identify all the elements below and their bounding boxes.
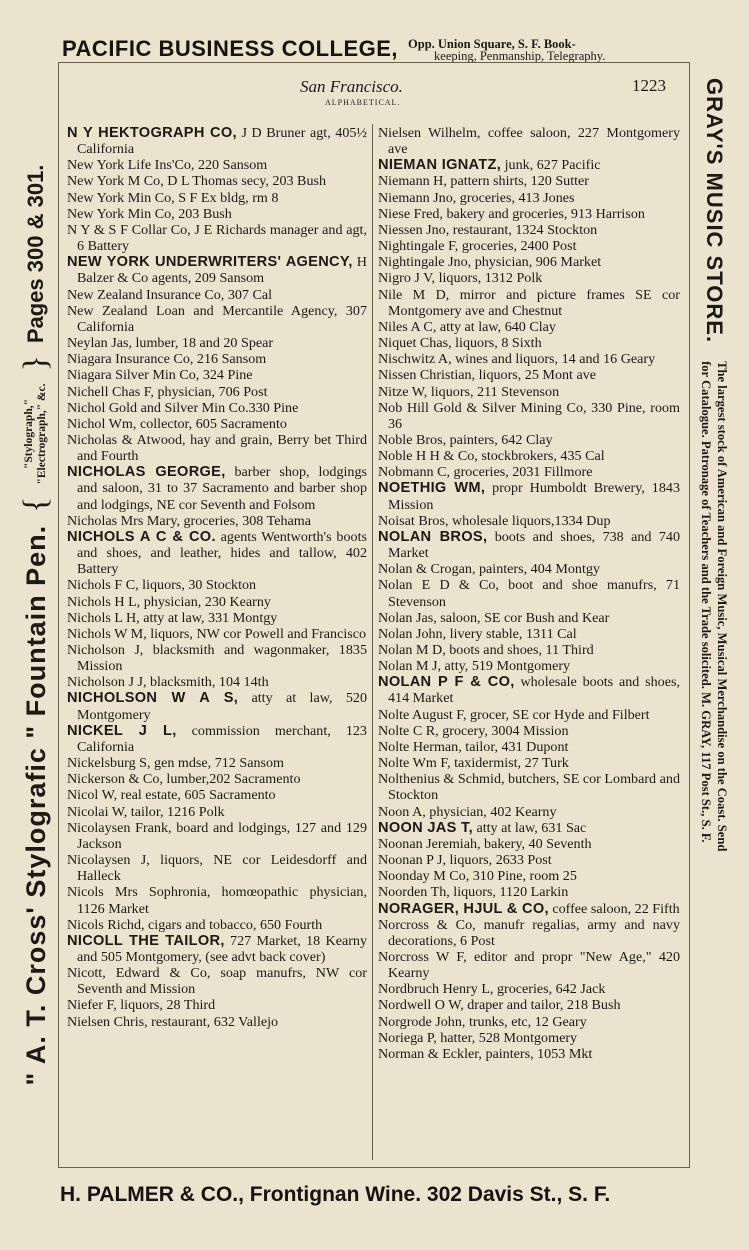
entry-bold-name: NOLAN BROS,: [378, 528, 488, 545]
entry-text: Noon A, physician, 402 Kearny: [378, 803, 557, 820]
directory-entry: [378, 577, 680, 609]
entry-text: Nichol Gold and Silver Min Co.330 Pine: [67, 399, 299, 416]
entry-text: Nielsen Chris, restaurant, 632 Vallejo: [67, 1013, 279, 1030]
directory-entry: [67, 804, 367, 820]
entry-text: Nolan M D, boots and shoes, 11 Third: [378, 642, 594, 658]
entry-text: Niquet Chas, liquors, 8 Sixth: [378, 335, 542, 352]
banner-details-line-2: keeping, Penmanship, Telegraphy.: [434, 49, 606, 63]
entry-text: Nitze W, liquors, 211 Stevenson: [378, 383, 560, 400]
page-header-city: San Francisco.: [300, 77, 403, 96]
directory-entry: [378, 1046, 680, 1062]
entry-text: Nickerson & Co, lumber,202 Sacramento: [67, 771, 301, 788]
banner-college-name: PACIFIC BUSINESS COLLEGE,: [62, 36, 399, 61]
entry-text: Nolte Herman, tailor, 431 Dupont: [378, 738, 569, 755]
directory-entry: [67, 157, 367, 173]
directory-left-column: [67, 125, 367, 1030]
directory-entry: [67, 529, 367, 577]
entry-text: Nichell Chas F, physician, 706 Post: [67, 383, 268, 400]
entry-text: Noble Bros, painters, 642 Clay: [378, 431, 553, 448]
directory-entry: [378, 820, 680, 836]
entry-text: boots and shoes, 738 and 740 Market: [388, 528, 680, 562]
entry-text: Niemann H, pattern shirts, 120 Sutter: [378, 173, 589, 190]
directory-entry: [67, 933, 367, 965]
entry-text: Norcross & Co, manufr regalias, army and navy decorations, 6 Post: [378, 916, 680, 949]
directory-entry: [67, 416, 367, 432]
entry-text: H Balzer & Co agents, 209 Sansom: [77, 254, 367, 287]
directory-entry: [378, 997, 680, 1013]
directory-entry: [67, 432, 367, 464]
directory-entry: [67, 464, 367, 512]
directory-entry: [67, 1014, 367, 1030]
directory-entry: [67, 884, 367, 916]
directory-entry: [378, 1014, 680, 1030]
entry-bold-name: N Y HEKTOGRAPH CO,: [67, 125, 237, 141]
entry-text: Nichols W M, liquors, NW cor Powell and Francisco: [67, 625, 367, 642]
entry-text: Noble H H & Co, stockbrokers, 435 Cal: [378, 448, 605, 465]
fountain-pen-ad-text: " A. T. Cross' Stylografic " Fountain Pen.: [20, 524, 51, 1086]
directory-entry: [378, 755, 680, 771]
directory-entry: [378, 610, 680, 626]
directory-entry: [67, 125, 367, 157]
entry-text: Nolan M J, atty, 519 Montgomery: [378, 658, 571, 675]
directory-entry: [67, 303, 367, 335]
entry-text: Noonday M Co, 310 Pine, room 25: [378, 868, 577, 885]
entry-text: Nightingale Jno, physician, 906 Market: [378, 254, 602, 271]
directory-entry: [67, 787, 367, 803]
directory-entry: [67, 626, 367, 642]
entry-text: Nicholas & Atwood, hay and grain, Berry bet Third and Fourth: [67, 431, 367, 465]
directory-entry: [378, 642, 680, 658]
entry-text: atty at law, 631 Sac: [472, 819, 587, 836]
entry-text: Nicholson J, blacksmith and wagonmaker, 1835 Mission: [67, 642, 367, 675]
entry-bold-name: NICOLL THE TAILOR,: [67, 932, 225, 949]
right-side-advertisement: [688, 70, 740, 1180]
directory-entry: [67, 254, 367, 286]
page-header-subtitle: ALPHABETICAL.: [325, 98, 401, 107]
banner-college-details: [408, 38, 605, 62]
entry-text: Nolan Jas, saloon, SE cor Bush and Kear: [378, 609, 610, 626]
music-store-desc-line-2: for Catalogue. Patronage of Teachers and the Trade solicited. M. GRAY, 117 Post St., S. F.: [699, 361, 713, 843]
directory-entry: [378, 254, 680, 270]
entry-text: Nob Hill Gold & Silver Mining Co, 330 Pine, room 36: [378, 399, 680, 432]
directory-entry: [378, 529, 680, 561]
entry-text: New York Life Ins'Co, 220 Sansom: [67, 157, 268, 174]
entry-text: N Y & S F Collar Co, J E Richards manager and agt, 6 Battery: [67, 221, 367, 255]
entry-bold-name: NORAGER, HJUL & CO,: [378, 900, 549, 917]
entry-text: Niese Fred, bakery and groceries, 913 Harrison: [378, 205, 645, 222]
entry-text: Nissen Christian, liquors, 25 Mont ave: [378, 367, 597, 384]
entry-text: Noonan P J, liquors, 2633 Post: [378, 852, 552, 869]
page-number: 1223: [632, 76, 666, 95]
directory-entry: [378, 400, 680, 432]
directory-entry: [67, 513, 367, 529]
entry-bold-name: NEW YORK UNDERWRITERS' AGENCY,: [67, 254, 353, 271]
entry-text: atty at law, 520 Montgomery: [77, 690, 368, 723]
entry-text: Noriega P, hatter, 528 Montgomery: [378, 1029, 578, 1046]
directory-entry: [378, 206, 680, 222]
entry-text: Nolan & Crogan, painters, 404 Montgy: [378, 561, 600, 578]
entry-text: Nicholas Mrs Mary, groceries, 308 Tehama: [67, 512, 312, 529]
directory-entry: [67, 400, 367, 416]
directory-entry: [67, 287, 367, 303]
directory-entry: [67, 997, 367, 1013]
directory-entry: [67, 642, 367, 674]
directory-entry: [378, 901, 680, 917]
entry-text: Nichol Wm, collector, 605 Sacramento: [67, 415, 287, 432]
top-advertisement-banner: [62, 26, 702, 62]
directory-entry: [378, 367, 680, 383]
directory-entry: [67, 190, 367, 206]
directory-entry: [378, 448, 680, 464]
entry-text: Nichols F C, liquors, 30 Stockton: [67, 577, 257, 594]
directory-entry: [378, 287, 680, 319]
entry-text: Nolte August F, grocer, SE cor Hyde and Filbert: [378, 706, 650, 723]
entry-text: Niagara Insurance Co, 216 Sansom: [67, 351, 267, 368]
entry-text: Niessen Jno, restaurant, 1324 Stockton: [378, 221, 598, 238]
directory-entry: [67, 755, 367, 771]
directory-entry: [378, 723, 680, 739]
entry-text: Niemann Jno, groceries, 413 Jones: [378, 189, 575, 206]
entry-text: Neylan Jas, lumber, 18 and 20 Spear: [67, 335, 274, 352]
directory-entry: [67, 674, 367, 690]
entry-text: Nolthenius & Schmid, butchers, SE cor Lombard and Stockton: [378, 771, 680, 804]
directory-entry: [378, 270, 680, 286]
entry-text: Niagara Silver Min Co, 324 Pine: [67, 367, 253, 384]
directory-entry: [67, 610, 367, 626]
entry-text: Nordbruch Henry L, groceries, 642 Jack: [378, 981, 606, 998]
directory-entry: [67, 335, 367, 351]
pen-ad-small-line-2: "Electrograph," &c.: [36, 383, 48, 485]
directory-entry: [67, 965, 367, 997]
entry-text: propr Humboldt Brewery, 1843 Mission: [388, 480, 680, 513]
entry-text: Nile M D, mirror and picture frames SE cor Montgomery ave and Chestnut: [378, 286, 680, 319]
entry-text: Noorden Th, liquors, 1120 Larkin: [378, 884, 569, 901]
entry-text: Nicol W, real estate, 605 Sacramento: [67, 787, 276, 804]
directory-entry: [378, 1030, 680, 1046]
entry-text: Nicott, Edward & Co, soap manufrs, NW cor Seventh and Mission: [67, 965, 367, 998]
entry-text: Nolan E D & Co, boot and shoe manufrs, 71 Stevenson: [378, 577, 680, 610]
directory-entry: [67, 690, 367, 722]
directory-entry: [67, 384, 367, 400]
entry-text: Nicols Mrs Sophronia, homœopathic physician, 1126 Market: [67, 884, 367, 917]
directory-entry: [378, 836, 680, 852]
brace-glyph: {: [17, 496, 54, 513]
entry-text: Nichols L H, atty at law, 331 Montgy: [67, 609, 278, 626]
directory-entry: [378, 125, 680, 157]
entry-text: 727 Market, 18 Kearny and 505 Montgomery, (see advt back cover): [77, 932, 368, 965]
directory-entry: [378, 319, 680, 335]
directory-entry: [378, 432, 680, 448]
directory-entry: [378, 190, 680, 206]
directory-entry: [378, 173, 680, 189]
directory-entry: [378, 981, 680, 997]
entry-text: Nielsen Wilhelm, coffee saloon, 227 Montgomery ave: [378, 125, 680, 158]
entry-text: Nolan John, livery stable, 1311 Cal: [378, 625, 577, 642]
directory-entry: [378, 384, 680, 400]
entry-text: New Zealand Insurance Co, 307 Cal: [67, 286, 273, 303]
pen-ad-small-line-1: "Stylograph,": [23, 399, 35, 469]
entry-text: Norgrode John, trunks, etc, 12 Geary: [378, 1013, 587, 1030]
entry-text: Nischwitz A, wines and liquors, 14 and 16 Geary: [378, 351, 656, 368]
entry-text: Niefer F, liquors, 28 Third: [67, 997, 216, 1014]
entry-text: Noonan Jeremiah, bakery, 40 Seventh: [378, 835, 592, 852]
directory-entry: [378, 658, 680, 674]
directory-entry: [378, 917, 680, 949]
directory-entry: [378, 804, 680, 820]
entry-bold-name: NICHOLSON W A S,: [67, 690, 239, 707]
directory-entry: [378, 480, 680, 512]
entry-text: New York M Co, D L Thomas secy, 203 Bush: [67, 173, 327, 190]
entry-text: commission merchant, 123 California: [77, 722, 367, 755]
directory-entry: [378, 707, 680, 723]
entry-text: wholesale boots and shoes, 414 Market: [388, 674, 680, 707]
entry-text: junk, 627 Pacific: [501, 157, 601, 174]
directory-entry: [378, 739, 680, 755]
entry-text: Nicolaysen Frank, board and lodgings, 127 and 129 Jackson: [67, 819, 367, 852]
entry-text: Norman & Eckler, painters, 1053 Mkt: [378, 1045, 593, 1062]
entry-text: Nickelsburg S, gen mdse, 712 Sansom: [67, 755, 285, 772]
entry-text: Niles A C, atty at law, 640 Clay: [378, 318, 556, 335]
entry-text: Nolte Wm F, taxidermist, 27 Turk: [378, 755, 569, 772]
entry-text: agents Wentworth's boots and shoes, and leather, hides and tallow, 402 Battery: [77, 528, 367, 578]
directory-entry: [378, 222, 680, 238]
directory-entry: [67, 577, 367, 593]
directory-entry: [378, 868, 680, 884]
pen-ad-small-text: [23, 383, 49, 484]
left-side-advertisement: [14, 70, 58, 1180]
entry-bold-name: NICHOLS A C & CO.: [67, 528, 216, 545]
entry-text: Nightingale F, groceries, 2400 Post: [378, 238, 577, 255]
directory-entry: [67, 771, 367, 787]
directory-entry: [67, 917, 367, 933]
entry-bold-name: NIEMAN IGNATZ,: [378, 157, 502, 174]
bottom-advertisement-banner: H. PALMER & CO., Frontignan Wine. 302 Davis St., S. F.: [60, 1183, 611, 1206]
entry-text: Nicolai W, tailor, 1216 Polk: [67, 803, 225, 820]
directory-entry: [378, 771, 680, 803]
entry-text: Noisat Bros, wholesale liquors,1334 Dup: [378, 512, 611, 529]
directory-entry: [67, 173, 367, 189]
directory-entry: [67, 594, 367, 610]
entry-text: barber shop, lodgings and saloon, 31 to 37 Sacramento and barber shop and lodgings, NE cor Seventh and Folsom: [77, 464, 367, 513]
banner-details-line-1: Opp. Union Square, S. F. Book-: [408, 37, 576, 51]
directory-entry: [67, 367, 367, 383]
directory-entry: [378, 561, 680, 577]
entry-text: coffee saloon, 22 Fifth: [548, 900, 680, 917]
directory-entry: [67, 723, 367, 755]
column-divider: [372, 124, 373, 1160]
entry-bold-name: NOON JAS T,: [378, 819, 473, 836]
entry-text: Nicholson J J, blacksmith, 104 14th: [67, 674, 269, 691]
directory-entry: [67, 206, 367, 222]
entry-text: New York Min Co, 203 Bush: [67, 205, 232, 222]
entry-text: Nolte C R, grocery, 3004 Mission: [378, 722, 569, 739]
entry-text: Nicols Richd, cigars and tobacco, 650 Fourth: [67, 916, 323, 933]
directory-entry: [378, 674, 680, 706]
directory-entry: [378, 626, 680, 642]
entry-text: Norcross W F, editor and propr "New Age," 420 Kearny: [378, 948, 680, 982]
entry-text: J D Bruner agt, 405½ California: [77, 125, 367, 158]
directory-entry: [67, 351, 367, 367]
entry-text: New York Min Co, S F Ex bldg, rm 8: [67, 189, 279, 206]
music-store-name: GRAY'S MUSIC STORE.: [702, 78, 727, 344]
entry-text: Nichols H L, physician, 230 Kearny: [67, 593, 271, 610]
brace-glyph: }: [17, 355, 54, 372]
entry-text: Nordwell O W, draper and tailor, 218 Bush: [378, 997, 621, 1014]
entry-text: Nicolaysen J, liquors, NE cor Leidesdorff and Halleck: [67, 852, 367, 885]
entry-text: New Zealand Loan and Mercantile Agency, 307 California: [67, 302, 367, 335]
entry-bold-name: NICKEL J L,: [67, 722, 177, 739]
directory-entry: [67, 820, 367, 852]
music-store-desc-line-1: The largest stock of American and Foreign Music, Musical Merchandise on the Coast. Send: [715, 361, 729, 852]
directory-entry: [378, 335, 680, 351]
directory-entry: [378, 949, 680, 981]
directory-entry: [378, 157, 680, 173]
directory-entry: [67, 222, 367, 254]
directory-entry: [378, 238, 680, 254]
entry-bold-name: NOLAN P F & CO,: [378, 674, 515, 691]
entry-bold-name: NOETHIG WM,: [378, 480, 486, 497]
entry-text: Nobmann C, groceries, 2031 Fillmore: [378, 464, 593, 481]
directory-entry: [378, 464, 680, 480]
directory-entry: [378, 351, 680, 367]
entry-bold-name: NICHOLAS GEORGE,: [67, 464, 226, 481]
directory-entry: [378, 513, 680, 529]
directory-entry: [378, 852, 680, 868]
music-store-description: [698, 361, 730, 851]
pen-ad-pages-reference: Pages 300 & 301.: [23, 164, 48, 344]
entry-text: Nigro J V, liquors, 1312 Polk: [378, 270, 543, 287]
directory-entry: [67, 852, 367, 884]
directory-right-column: [378, 125, 680, 1062]
directory-entry: [378, 884, 680, 900]
